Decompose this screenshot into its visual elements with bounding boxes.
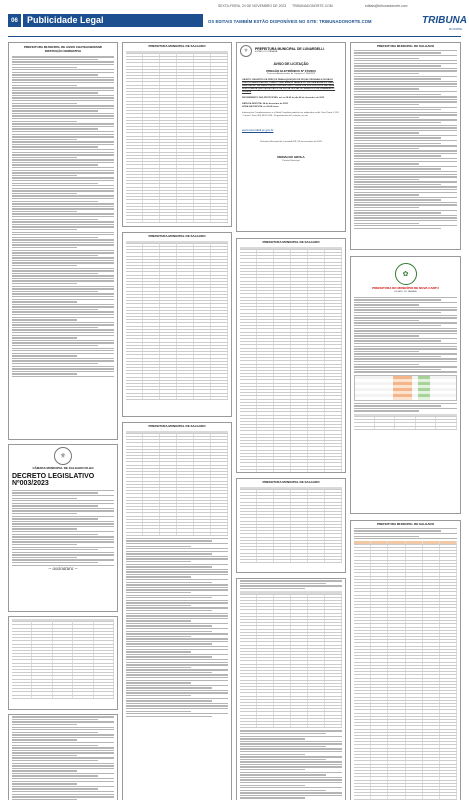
decree-org: CÂMARA MUNICIPAL DE SALGADO FILHO [32,466,94,470]
site-notice: OS EDITAIS TAMBÉM ESTÃO DISPONÍVEIS NO SITE: TRIBUNADONORTE.COM [208,19,372,24]
notice-salgado-1 [122,42,232,227]
lunardelli-org: PREFEITURA MUNICIPAL DE LUNARDELLI [255,46,325,51]
newspaper-logo: TRIBUNA [422,15,467,26]
data-table [240,247,342,473]
notice-salgado-6 [236,578,346,800]
notice-heading: PREFEITURA MUNICIPAL DE SALGADO [148,44,206,48]
notice-heading: PREFEITURA MUNICIPAL DE SALGADO [262,240,320,244]
budget-table-image [354,375,457,401]
data-table [240,487,342,564]
data-table [354,541,457,800]
notice-lunardelli [236,42,346,232]
process-number: PREGÃO ELETRÔNICO Nº 07/2023 [266,68,316,73]
notice-heading: PREFEITURA MUNICIPAL DE SALGADO [148,424,206,428]
data-table [126,241,228,400]
section-title: Publicidade Legal [23,14,203,27]
signer-name: REINALDO GROLA [277,155,305,160]
header-rule [8,36,461,37]
data-table [240,591,342,728]
notice-salgado-5 [236,478,346,573]
notice-table-c1 [8,616,118,710]
notice-salgado-4 [236,238,346,473]
notice-heading: PREFEITURA MUNICIPAL DE SALGADO [262,480,320,484]
lunardelli-site-link[interactable]: www.lunardelli.pr.gov.br [242,128,274,133]
lunardelli-state: ESTADO DO PARANÁ [255,51,278,54]
notice-decreto-legislativo [8,444,118,612]
notice-nova-cantu [350,256,461,514]
notice-instrucao-normativa [8,42,118,440]
notice-subheading: INSTRUÇÃO NORMATIVA [44,48,82,53]
top-bar [0,0,469,10]
lunardelli-crest-icon: ⚜ [240,45,252,57]
notice-body [9,56,117,377]
notice-heading: PREFEITURA MUNICIPAL DE ASSIS CHATEAUBRIAND [24,45,102,49]
municipal-seal-icon: ⚜ [54,447,72,465]
email-link[interactable]: editais@tribunadonorte.com [365,4,408,8]
issue-date: SEXTA-FEIRA, 24 DE NOVEMBRO DE 2023 [218,4,287,8]
notice-heading: PREFEITURA MUNICIPAL DE SALGADO [376,44,435,48]
notice-object: OBJETO: REGISTRO DE PREÇOS PARA AQUISIÇÃO DE PEÇAS ORIGINAIS E NOVAS E ÓLEOS LUBRIFICANTES, TENDO COMO BASE A TABELA DO SISTEMA AUDATEX PARA REALIZAÇÃO DA MANUTENÇÃO PREVENTIVA E CORRETIVA DOS VEÍCULOS DA LINHA LEVE E MÉDIA QUE FAZEM PARTE DA FROTA OFICIAL DO MUNICÍPIO DE LUNARDELLI - PARANÁ [242,79,336,94]
notice-heading: PREFEITURA MUNICIPAL DE SALGADO [148,234,206,238]
proposals-deadline: RECEBIMENTO DAS PROPOSTAS: até às 08:00 do dia 04 de dezembro de 2023. [242,97,325,100]
nova-cantu-state: ESTADO DO PARANÁ [394,290,417,293]
site-link[interactable]: TRIBUNADONORTE.COM [292,4,333,8]
nova-cantu-org: PREFEITURA DO MUNICÍPIO DE NOVA CANTU [372,286,439,290]
notice-bottom-c1 [8,714,118,800]
notice-salgado-7 [350,42,461,250]
data-table [126,431,228,536]
notice-title: AVISO DE LICITAÇÃO [273,62,309,66]
data-table [354,414,457,430]
data-table [12,619,114,699]
process-sub: Processo Administrativo de Compras nº 094/2023 [266,73,316,76]
notice-salgado-3 [122,422,232,800]
dispute-date: DATA DA DISPUTA: 04 de dezembro de 2023 [242,103,288,106]
page-number: 06 [8,14,21,27]
notice-salgado-2 [122,232,232,417]
newspaper-logo-sub: DO NORTE [448,28,462,31]
data-table [126,51,228,223]
masthead [8,12,467,34]
lunardelli-header [237,43,345,59]
dispute-time: HORA DA DISPUTA: às 09:00 horas [242,106,279,109]
notice-heading: PREFEITURA MUNICIPAL DE SALGADO [376,522,435,526]
notice-info: Informações Complementares e o Edital Completo poderão ser adquiridos na Av. Dom Pedro II, 591 - Centro / Fone (43) 3476-1140 - Departamento de Licitação, no site [242,112,339,118]
notice-salgado-8 [350,520,461,800]
nova-cantu-crest-icon: ✿ [395,263,417,285]
notice-signoff: Prefeitura Municipal de Lunardelli-PR, 08 de novembro de 2023 [260,141,322,144]
signature: ~ assinatura ~ [48,567,78,573]
signer-role: Prefeito Municipal [282,159,300,162]
decree-title: DECRETO LEGISLATIVO Nº003/2023 [12,472,95,487]
